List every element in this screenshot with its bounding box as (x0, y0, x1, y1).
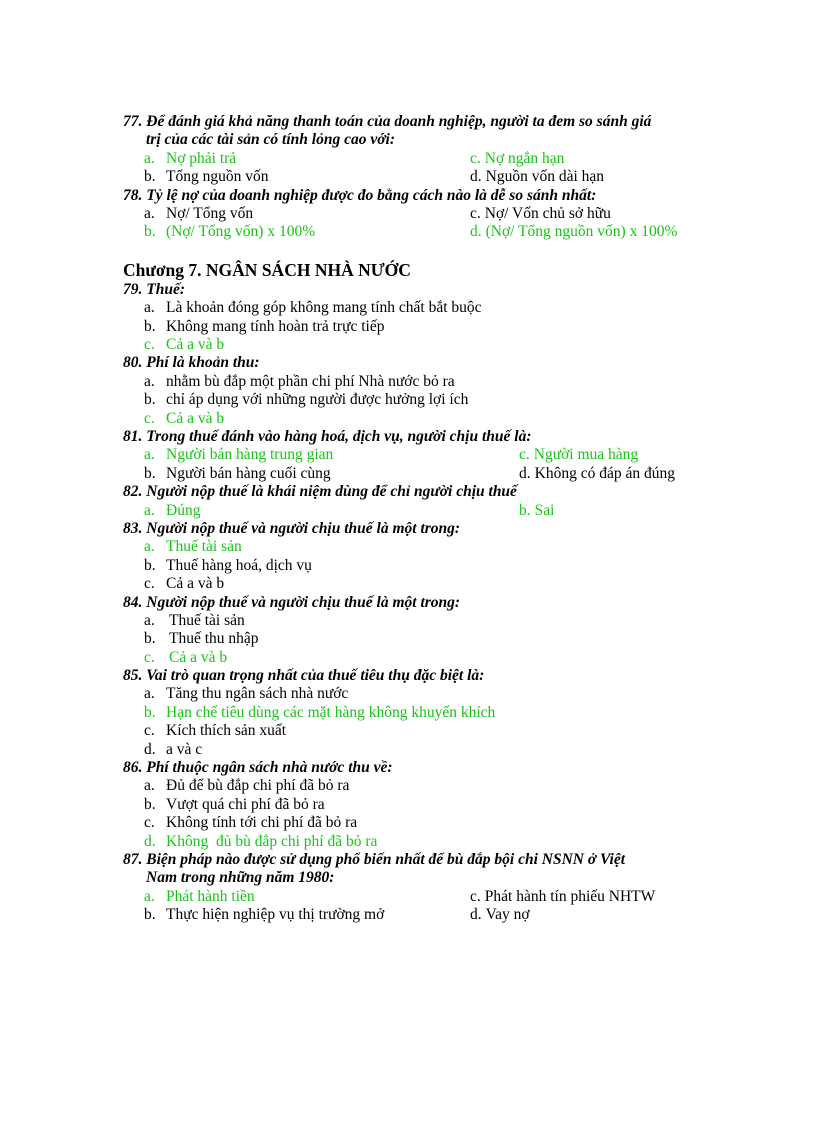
option-82-b: b. Sai (519, 501, 555, 519)
option-81-b: b. Người bán hàng cuối cùng (144, 464, 331, 482)
question-87-options (123, 888, 703, 925)
question-87 (123, 851, 703, 888)
option-77-d: d. Nguồn vốn dài hạn (470, 168, 605, 186)
question-81: 81. Trong thuế đánh vào hàng hoá, dịch vụ, người chịu thuế là: (123, 427, 532, 445)
option-87-c: c. Phát hành tín phiếu NHTW (470, 887, 656, 905)
option-78-d: d. (Nợ/ Tổng nguồn vốn) x 100% (470, 223, 678, 241)
option-78-c: c. Nợ/ Vốn chủ sở hữu (470, 205, 611, 222)
question-79-options (123, 299, 703, 354)
option-79-b: b. Không mang tính hoàn trả trực tiếp (144, 317, 385, 335)
option-85-a: a. Tăng thu ngân sách nhà nước (144, 685, 349, 703)
option-84-a: a. Thuế tài sản (144, 611, 245, 629)
option-81-c: c. Người mua hàng (519, 446, 639, 464)
question-83-options (123, 538, 703, 593)
question-77-line1: 77. Để đánh giá khả năng thanh toán của doanh nghiệp, người ta đem so sánh giá (123, 113, 652, 130)
question-86: 86. Phí thuộc ngân sách nhà nước thu về: (123, 759, 393, 777)
question-77-line2: trị của các tài sản có tính lỏng cao với: (146, 131, 395, 149)
option-85-b: b. Hạn chế tiêu dùng các mặt hàng không khuyến khích (144, 703, 496, 721)
option-80-a: a. nhằm bù đắp một phần chi phí Nhà nước bỏ ra (144, 372, 455, 390)
option-86-c: c. Không tính tới chi phí đã bỏ ra (144, 814, 358, 832)
option-86-d: d. Không đủ bù đắp chi phí đã bỏ ra (144, 832, 378, 850)
option-83-a: a. Thuế tài sản (144, 538, 242, 556)
option-84-b: b. Thuế thu nhập (144, 630, 259, 648)
option-86-b: b. Vượt quá chi phí đã bỏ ra (144, 795, 325, 813)
option-78-a: a. Nợ/ Tổng vốn (144, 205, 254, 222)
option-83-c: c. Cả a và b (144, 575, 225, 593)
question-86-options (123, 777, 703, 851)
option-80-b: b. chỉ áp dụng với những người được hưởng lợi ích (144, 391, 469, 409)
option-80-c: c. Cả a và b (144, 409, 225, 427)
option-82-a: a. Đúng (144, 501, 201, 519)
option-77-b: b. Tổng nguồn vốn (144, 168, 269, 186)
question-80-options (123, 373, 703, 428)
question-82: 82. Người nộp thuế là khái niệm dùng để chỉ người chịu thuế (123, 483, 517, 501)
question-79: 79. Thuế: (123, 280, 185, 298)
option-87-b: b. Thực hiện nghiệp vụ thị trường mở (144, 906, 385, 924)
question-78: 78. Tỷ lệ nợ của doanh nghiệp được đo bằng cách nào là dễ so sánh nhất: (123, 186, 597, 204)
question-83: 83. Người nộp thuế và người chịu thuế là một trong: (123, 519, 461, 537)
document-content (123, 113, 703, 925)
option-78-b: b. (Nợ/ Tổng vốn) x 100% (144, 223, 316, 241)
option-87-d: d. Vay nợ (470, 906, 530, 924)
option-85-d: d. a và c (144, 740, 203, 758)
chapter-heading: Chương 7. NGÂN SÁCH NHÀ NƯỚC (123, 259, 411, 280)
question-87-line2: Nam trong những năm 1980: (146, 869, 335, 887)
question-84-options (123, 612, 703, 667)
option-79-a: a. Là khoản đóng góp không mang tính chất bắt buộc (144, 299, 482, 317)
question-77 (123, 113, 703, 150)
option-85-c: c. Kích thích sản xuất (144, 722, 287, 740)
option-87-a: a. Phát hành tiền (144, 887, 255, 905)
option-79-c: c. Cả a và b (144, 335, 225, 353)
question-78-options (123, 205, 703, 242)
question-85: 85. Vai trò quan trọng nhất của thuế tiêu thụ đặc biệt là: (123, 667, 485, 685)
question-80: 80. Phí là khoản thu: (123, 354, 260, 372)
option-86-a: a. Đủ để bù đắp chi phí đã bỏ ra (144, 777, 350, 795)
question-81-options (123, 446, 703, 483)
option-81-a: a. Người bán hàng trung gian (144, 446, 334, 464)
question-77-options (123, 150, 703, 187)
option-81-d: d. Không có đáp án đúng (519, 464, 675, 482)
option-83-b: b. Thuế hàng hoá, dịch vụ (144, 556, 312, 574)
option-77-c: c. Nợ ngắn hạn (470, 149, 565, 167)
question-82-options (123, 502, 703, 520)
option-84-c: c. Cả a và b (144, 648, 228, 666)
option-77-a: a. Nợ phải trả (144, 149, 237, 167)
question-84: 84. Người nộp thuế và người chịu thuế là một trong: (123, 593, 461, 611)
question-87-line1: 87. Biện pháp nào được sử dụng phổ biến nhất để bù đắp bội chi NSNN ở Việt (123, 851, 626, 869)
question-85-options (123, 685, 703, 759)
